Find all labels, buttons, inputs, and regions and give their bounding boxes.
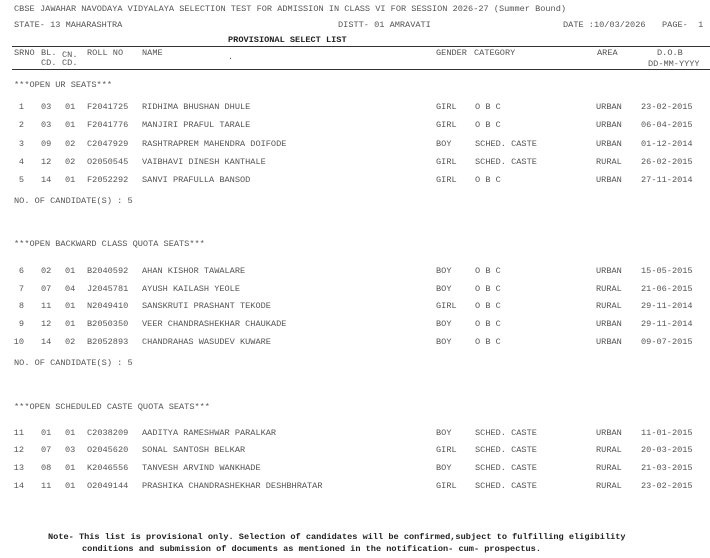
cell-dob: 20-03-2015 [641, 445, 693, 455]
cell-gender: GIRL [436, 481, 457, 491]
col-srno: SRNO [14, 48, 35, 58]
col-roll: ROLL NO [87, 48, 124, 58]
cell-srno: 5 [18, 175, 24, 185]
cell-name: RASHTRAPREM MAHENDRA DOIFODE [142, 139, 287, 149]
cell-area: URBAN [596, 266, 622, 276]
cell-category: O B C [475, 266, 501, 276]
col-gender: GENDER [436, 48, 467, 58]
cell-cn-code: 01 [65, 175, 76, 185]
cell-srno: 13 [13, 463, 24, 473]
cell-bl-code: 07 [41, 284, 52, 294]
cell-gender: BOY [436, 319, 452, 329]
cell-name: VAIBHAVI DINESH KANTHALE [142, 157, 266, 167]
cell-gender: GIRL [436, 445, 457, 455]
cell-roll-no: J2045781 [87, 284, 129, 294]
cell-dob: 29-11-2014 [641, 301, 693, 311]
cell-gender: BOY [436, 428, 452, 438]
cell-srno: 4 [18, 157, 24, 167]
cell-srno: 9 [18, 319, 24, 329]
district-label: DISTT- 01 AMRAVATI [338, 20, 431, 30]
cell-name: SONAL SANTOSH BELKAR [142, 445, 246, 455]
cell-name: VEER CHANDRASHEKHAR CHAUKADE [142, 319, 287, 329]
cell-dob: 09-07-2015 [641, 337, 693, 347]
cell-bl-code: 02 [41, 266, 52, 276]
note-line-1: Note- This list is provisional only. Selection of candidates will be confirmed,subject to fulfilling eligibility [48, 532, 626, 542]
col-area: AREA [597, 48, 618, 58]
cell-dob: 23-02-2015 [641, 102, 693, 112]
col-cn: CN. [62, 50, 78, 60]
document-title: JAWAHAR NAVODAYA VIDYALAYA SELECTION TEST FOR ADMISSION IN CLASS VI FOR SESSION 2026-27 (Summer Bound) [40, 4, 567, 14]
cell-srno: 11 [13, 428, 24, 438]
section-title: ***OPEN BACKWARD CLASS QUOTA SEATS*** [14, 239, 205, 249]
cell-category: O B C [475, 337, 501, 347]
cell-dob: 15-05-2015 [641, 266, 693, 276]
cell-dob: 01-12-2014 [641, 139, 693, 149]
cell-gender: BOY [436, 463, 452, 473]
cell-srno: 6 [18, 266, 24, 276]
cell-name: TANVESH ARVIND WANKHADE [142, 463, 261, 473]
cell-bl-code: 12 [41, 157, 52, 167]
cell-cn-code: 01 [65, 319, 76, 329]
cell-roll-no: F2041725 [87, 102, 129, 112]
cell-roll-no: B2040592 [87, 266, 129, 276]
cell-category: O B C [475, 301, 501, 311]
cell-dob: 21-06-2015 [641, 284, 693, 294]
cell-roll-no: K2046556 [87, 463, 129, 473]
cell-roll-no: O2050545 [87, 157, 129, 167]
cell-area: URBAN [596, 428, 622, 438]
cell-category: SCHED. CASTE [475, 445, 537, 455]
cell-roll-no: B2050350 [87, 319, 129, 329]
cell-roll-no: O2049144 [87, 481, 129, 491]
col-category: CATEGORY [474, 48, 516, 58]
cell-name: RIDHIMA BHUSHAN DHULE [142, 102, 251, 112]
cell-name: SANSKRUTI PRASHANT TEKODE [142, 301, 271, 311]
cell-category: SCHED. CASTE [475, 428, 537, 438]
cell-name: AHAN KISHOR TAWALARE [142, 266, 246, 276]
cell-name: AADITYA RAMESHWAR PARALKAR [142, 428, 277, 438]
cell-category: O B C [475, 175, 501, 185]
cell-dob: 23-02-2015 [641, 481, 693, 491]
cell-gender: GIRL [436, 120, 457, 130]
cell-dob: 29-11-2014 [641, 319, 693, 329]
cell-bl-code: 12 [41, 319, 52, 329]
col-dot: . [228, 52, 234, 62]
cell-cn-code: 01 [65, 428, 76, 438]
cell-area: RURAL [596, 445, 622, 455]
cell-gender: GIRL [436, 301, 457, 311]
cell-roll-no: C2038209 [87, 428, 129, 438]
cell-cn-code: 01 [65, 463, 76, 473]
cell-area: RURAL [596, 481, 622, 491]
cell-category: SCHED. CASTE [475, 481, 537, 491]
col-dob: D.O.B [657, 48, 683, 58]
cell-category: SCHED. CASTE [475, 139, 537, 149]
divider [12, 69, 710, 70]
cell-bl-code: 11 [41, 481, 52, 491]
note-line-2: conditions and submission of documents as mentioned in the notification- cum- prospectus. [82, 544, 541, 554]
cell-area: URBAN [596, 139, 622, 149]
cell-area: URBAN [596, 102, 622, 112]
cell-srno: 2 [18, 120, 24, 130]
cell-gender: BOY [436, 139, 452, 149]
cell-srno: 7 [18, 284, 24, 294]
cell-name: AYUSH KAILASH YEOLE [142, 284, 240, 294]
cell-bl-code: 01 [41, 428, 52, 438]
cell-cn-code: 02 [65, 139, 76, 149]
section-title: ***OPEN SCHEDULED CASTE QUOTA SEATS*** [14, 402, 210, 412]
cell-roll-no: F2052292 [87, 175, 129, 185]
cell-cn-code: 04 [65, 284, 76, 294]
col-bl-cd: CD. [41, 58, 57, 68]
cell-area: URBAN [596, 120, 622, 130]
board-label: CBSE [14, 4, 35, 14]
cell-dob: 26-02-2015 [641, 157, 693, 167]
cell-roll-no: O2045620 [87, 445, 129, 455]
section-title: ***OPEN UR SEATS*** [14, 80, 112, 90]
cell-bl-code: 07 [41, 445, 52, 455]
cell-cn-code: 02 [65, 337, 76, 347]
cell-area: RURAL [596, 157, 622, 167]
cell-area: RURAL [596, 284, 622, 294]
cell-roll-no: C2047929 [87, 139, 129, 149]
cell-srno: 14 [13, 481, 24, 491]
cell-bl-code: 03 [41, 102, 52, 112]
col-dob-format: DD-MM-YYYY [648, 59, 700, 69]
cell-bl-code: 11 [41, 301, 52, 311]
cell-category: O B C [475, 102, 501, 112]
cell-name: PRASHIKA CHANDRASHEKHAR DESHBHRATAR [142, 481, 323, 491]
cell-srno: 8 [18, 301, 24, 311]
cell-gender: GIRL [436, 157, 457, 167]
cell-cn-code: 01 [65, 102, 76, 112]
cell-name: CHANDRAHAS WASUDEV KUWARE [142, 337, 271, 347]
cell-cn-code: 01 [65, 301, 76, 311]
cell-gender: GIRL [436, 102, 457, 112]
cell-name: MANJIRI PRAFUL TARALE [142, 120, 251, 130]
cell-cn-code: 03 [65, 445, 76, 455]
date-label: DATE :10/03/2026 [563, 20, 646, 30]
cell-category: O B C [475, 319, 501, 329]
cell-roll-no: B2052893 [87, 337, 129, 347]
cell-roll-no: N2049410 [87, 301, 129, 311]
cell-gender: GIRL [436, 175, 457, 185]
cell-gender: BOY [436, 284, 452, 294]
cell-srno: 12 [13, 445, 24, 455]
cell-area: URBAN [596, 337, 622, 347]
divider [12, 46, 710, 47]
cell-category: O B C [475, 120, 501, 130]
cell-bl-code: 14 [41, 337, 52, 347]
cell-area: URBAN [596, 319, 622, 329]
cell-category: SCHED. CASTE [475, 157, 537, 167]
cell-dob: 21-03-2015 [641, 463, 693, 473]
cell-bl-code: 08 [41, 463, 52, 473]
cell-cn-code: 01 [65, 266, 76, 276]
cell-area: URBAN [596, 175, 622, 185]
candidate-count: NO. OF CANDIDATE(S) : 5 [14, 196, 133, 206]
cell-category: O B C [475, 284, 501, 294]
cell-cn-code: 01 [65, 481, 76, 491]
cell-dob: 11-01-2015 [641, 428, 693, 438]
cell-srno: 10 [13, 337, 24, 347]
cell-gender: BOY [436, 266, 452, 276]
candidate-count: NO. OF CANDIDATE(S) : 5 [14, 358, 133, 368]
cell-name: SANVI PRAFULLA BANSOD [142, 175, 251, 185]
cell-dob: 06-04-2015 [641, 120, 693, 130]
cell-category: SCHED. CASTE [475, 463, 537, 473]
state-label: STATE- 13 MAHARASHTRA [14, 20, 123, 30]
cell-bl-code: 03 [41, 120, 52, 130]
cell-cn-code: 02 [65, 157, 76, 167]
cell-cn-code: 01 [65, 120, 76, 130]
cell-srno: 3 [18, 139, 24, 149]
col-cn-cd: CD. [62, 58, 78, 68]
cell-bl-code: 14 [41, 175, 52, 185]
cell-area: RURAL [596, 301, 622, 311]
col-bl: BL. [41, 48, 57, 58]
cell-srno: 1 [18, 102, 24, 112]
list-title: PROVISIONAL SELECT LIST [228, 35, 347, 45]
cell-roll-no: F2041776 [87, 120, 129, 130]
cell-gender: BOY [436, 337, 452, 347]
cell-bl-code: 09 [41, 139, 52, 149]
col-name: NAME [142, 48, 163, 58]
cell-dob: 27-11-2014 [641, 175, 693, 185]
page-number: PAGE- 1 [662, 20, 704, 30]
cell-area: RURAL [596, 463, 622, 473]
